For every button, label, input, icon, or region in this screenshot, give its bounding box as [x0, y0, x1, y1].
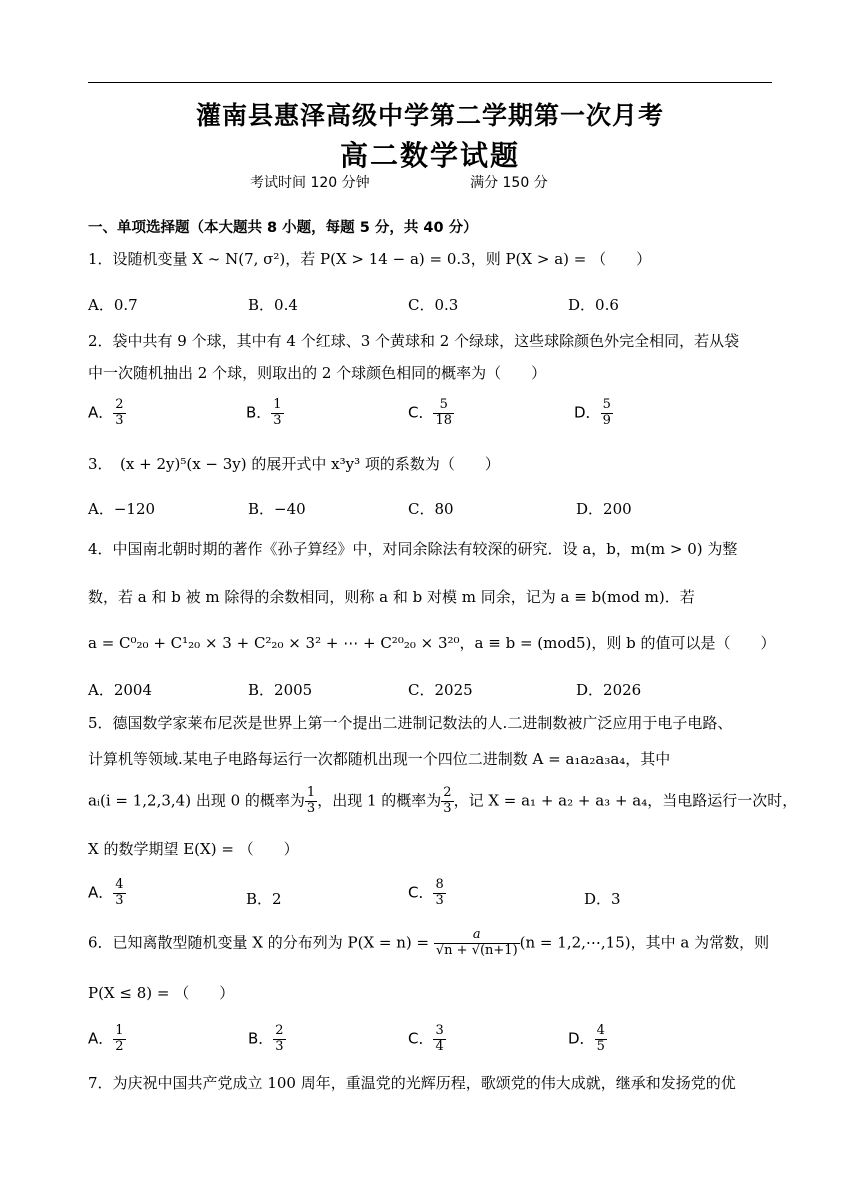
exam-score: 满分 150 分 [470, 175, 548, 191]
question-5-line-2: 计算机等领域.某电子电路每运行一次都随机出现一个四位二进制数 A = a₁a₂a₃a₄，其中 [88, 750, 671, 768]
q2-option-d: D． $\frac{5}{9}$ [574, 397, 611, 428]
question-5-line-3: aᵢ(i = 1,2,3,4) 出现 0 的概率为 $\frac{1}{3}$ ，出现 1 的概率为 $\frac{2}{3}$ ，记 X = a₁ + a₂ + a₃ + a₄，当电路运行一次时， [88, 785, 798, 816]
q1-option-d: D．0.6 [568, 296, 619, 314]
question-4-line-3: a = C⁰₂₀ + C¹₂₀ × 3 + C²₂₀ × 3² + ⋯ + C²⁰₂₀ × 3²⁰，a ≡ b = (mod5)，则 b 的值可以是（ ） [88, 634, 776, 652]
question-1: 1．设随机变量 X ~ N(7, σ²)，若 P(X > 14 − a) = 0.3，则 P(X > a) = （ ） [88, 250, 652, 268]
q5-option-c: C． $\frac{8}{3}$ [408, 877, 444, 908]
exam-time: 考试时间 120 分钟 [250, 175, 370, 191]
question-7-line-1: 7．为庆祝中国共产党成立 100 周年，重温党的光辉历程，歌颂党的伟大成就，继承和发扬党的优 [88, 1074, 736, 1092]
header-rule [88, 82, 772, 83]
q6-option-a: A． $\frac{1}{2}$ [88, 1023, 124, 1054]
q2-option-a: A． $\frac{2}{3}$ [88, 397, 124, 428]
question-2-line-2: 中一次随机抽出 2 个球，则取出的 2 个球颜色相同的概率为（ ） [88, 364, 547, 382]
question-6-line-2: P(X ≤ 8) = （ ） [88, 984, 235, 1002]
q5-option-b: B．2 [246, 890, 282, 908]
q3-option-d: D．200 [576, 500, 632, 518]
q1-option-b: B．0.4 [248, 296, 298, 314]
question-4-line-1: 4．中国南北朝时期的著作《孙子算经》中，对同余除法有较深的研究．设 a，b，m(m > 0) 为整 [88, 540, 738, 558]
q4-option-c: C．2025 [408, 681, 473, 699]
question-4-line-2: 数，若 a 和 b 被 m 除得的余数相同，则称 a 和 b 对模 m 同余，记为 a ≡ b(mod m)．若 [88, 588, 695, 606]
q4-option-d: D．2026 [576, 681, 642, 699]
q6-option-c: C． $\frac{3}{4}$ [408, 1023, 444, 1054]
q4-option-a: A．2004 [88, 681, 153, 699]
q3-option-c: C．80 [408, 500, 454, 518]
question-5-line-4: X 的数学期望 E(X) = （ ） [88, 840, 299, 858]
q5-option-d: D．3 [584, 890, 621, 908]
q4-option-b: B．2005 [248, 681, 313, 699]
q3-option-b: B．−40 [248, 500, 306, 518]
question-3: 3． (x + 2y)⁵(x − 3y) 的展开式中 x³y³ 项的系数为（ ） [88, 455, 500, 473]
section-heading: 一、单项选择题（本大题共 8 小题，每题 5 分，共 40 分） [88, 220, 478, 236]
q2-option-b: B． $\frac{1}{3}$ [246, 397, 282, 428]
exam-title: 高二数学试题 [339, 139, 520, 172]
q6-option-d: D． $\frac{4}{5}$ [568, 1023, 605, 1054]
q2-option-c: C． $\frac{5}{18}$ [408, 397, 453, 428]
school-title: 灌南县惠泽高级中学第二学期第一次月考 [195, 101, 664, 130]
q6-option-b: B． $\frac{2}{3}$ [248, 1023, 284, 1054]
q5-option-a: A． $\frac{4}{3}$ [88, 877, 124, 908]
question-2-line-1: 2．袋中共有 9 个球，其中有 4 个红球、3 个黄球和 2 个绿球，这些球除颜色外完全相同，若从袋 [88, 332, 740, 350]
q1-option-a: A．0.7 [88, 296, 138, 314]
q3-option-a: A．−120 [88, 500, 156, 518]
q1-option-c: C．0.3 [408, 296, 459, 314]
question-6-line-1: 6．已知离散型随机变量 X 的分布列为 P(X = n) = $\frac{a}{√n + √(n+1)}$ (n = 1,2,⋯,15)，其中 a 为常数，则 [88, 927, 770, 958]
exam-meta [250, 172, 548, 192]
question-5-line-1: 5．德国数学家莱布尼茨是世界上第一个提出二进制记数法的人.二进制数被广泛应用于电子电路、 [88, 714, 733, 732]
